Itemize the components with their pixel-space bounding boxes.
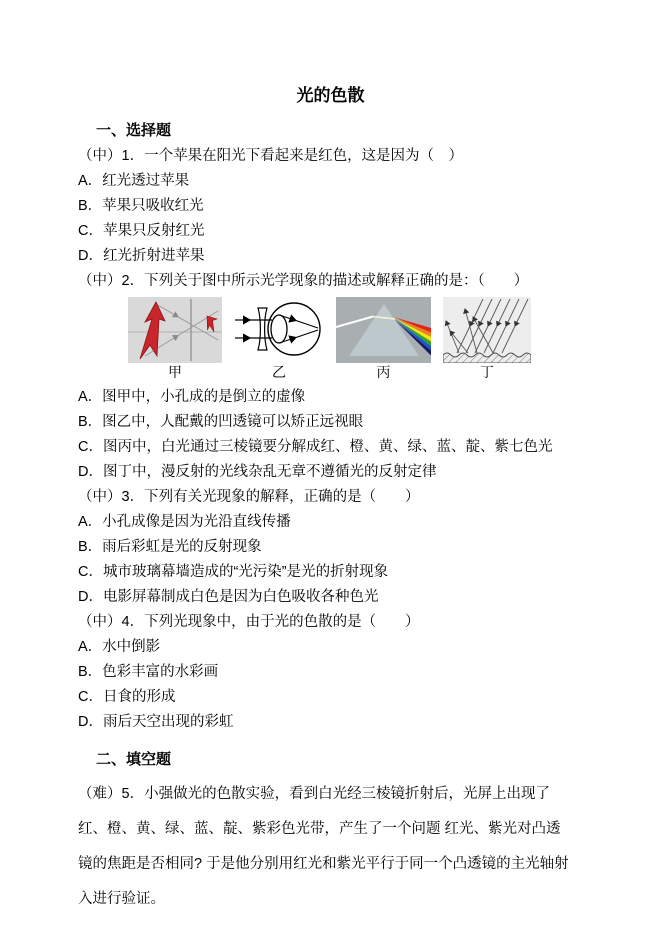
question-4-option-d: D．雨后天空出现的彩虹 (78, 714, 234, 730)
page-title: 光的色散 (296, 86, 365, 105)
prism-dispersion-figure (336, 297, 431, 363)
pinhole-imaging-figure (128, 297, 222, 363)
section-heading-choice: 一、选择题 (96, 122, 172, 139)
figure-bing-label: 丙 (376, 364, 391, 380)
figure-bing (336, 297, 431, 381)
question-5-text: （难）5．小强做光的色散实验，看到白光经三棱镜折射后，光屏上出现了红、橙、黄、绿、蓝、靛、紫彩色光带，产生了一个问题 红光、紫光对凸透镜的焦距是否相同? 于是他分别用红光和紫光平行于同一个凸透镜的主光轴射入进行验证。 (78, 786, 569, 907)
question-1-option-c: C．苹果只反射红光 (78, 223, 205, 239)
question-2-option-c: C．图丙中，白光通过三棱镜要分解成红、橙、黄、绿、蓝、靛、紫七色光 (78, 439, 553, 455)
question-2-option-b: B．图乙中，人配戴的凹透镜可以矫正远视眼 (78, 414, 364, 430)
question-3-option-b: B．雨后彩虹是光的反射现象 (78, 539, 262, 555)
diffuse-reflection-figure (443, 297, 531, 363)
question-3-option-c: C．城市玻璃幕墙造成的“光污染”是光的折射现象 (78, 564, 389, 580)
section-heading-fill: 二、填空题 (96, 751, 172, 768)
question-1-option-a: A．红光透过苹果 (78, 173, 190, 189)
question-3-option-d: D．电影屏幕制成白色是因为白色吸收各种色光 (78, 589, 379, 605)
question-4-option-c: C．日食的形成 (78, 689, 176, 705)
figure-yi-label: 乙 (272, 364, 286, 380)
figure-yi (234, 297, 324, 381)
question-3-option-a: A．小孔成像是因为光沿直线传播 (78, 514, 291, 530)
question-2-option-d: D．图丁中，漫反射的光线杂乱无章不遵循光的反射定律 (78, 464, 437, 480)
question-4-stem: （中）4．下列光现象中，由于光的色散的是（ ） (78, 614, 420, 630)
question-1-option-b: B．苹果只吸收红光 (78, 198, 204, 214)
figure-ding-label: 丁 (480, 364, 494, 380)
lens-and-eye-figure (234, 297, 324, 363)
question-1-stem: （中）1．一个苹果在阳光下看起来是红色，这是因为（ ） (78, 148, 464, 164)
figure-jia (128, 297, 222, 381)
question-3-stem: （中）3．下列有关光现象的解释，正确的是（ ） (78, 489, 420, 505)
worksheet-content (78, 118, 574, 917)
question-2-stem: （中）2．下列关于图中所示光学现象的描述或解释正确的是：（ ） (78, 273, 529, 289)
question-4-option-a: A．水中倒影 (78, 639, 161, 655)
question-2-option-a: A．图甲中，小孔成的是倒立的虚像 (78, 389, 306, 405)
question-2-figures (128, 297, 574, 385)
figure-jia-label: 甲 (168, 364, 182, 380)
question-1-option-d: D．红光折射进苹果 (78, 248, 205, 264)
question-4-option-b: B．色彩丰富的水彩画 (78, 664, 219, 680)
figure-ding (443, 297, 531, 381)
